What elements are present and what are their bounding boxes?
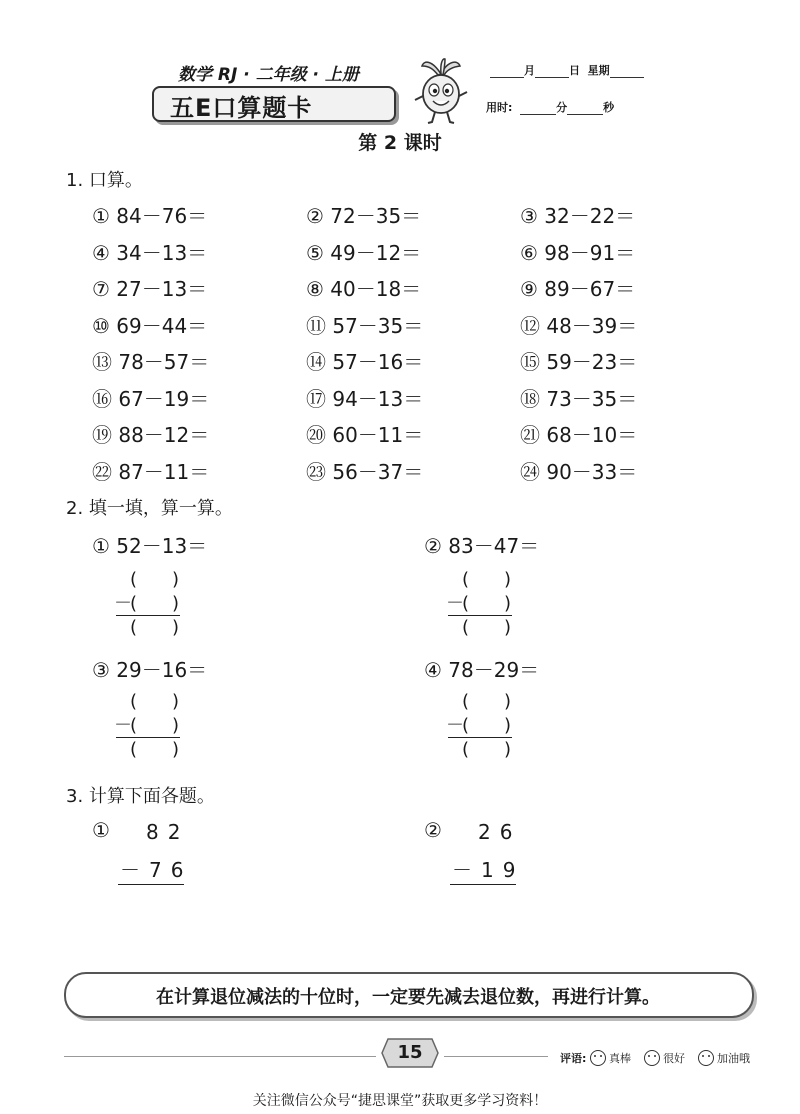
oral-problem: ⑲ 88－12＝ xyxy=(92,423,210,447)
fill-row[interactable] xyxy=(446,592,516,616)
fill-problem-3: ③ 29－16＝ xyxy=(92,658,208,682)
vertical-fill-1 xyxy=(114,568,184,638)
close-paren: ) xyxy=(504,617,512,638)
fill-row[interactable] xyxy=(446,690,516,714)
oral-problem: ② 72－35＝ xyxy=(306,204,422,228)
radish-mascot-icon xyxy=(410,56,472,126)
fill-row[interactable] xyxy=(114,738,184,762)
oral-problem: ⑨ 89－67＝ xyxy=(520,277,636,301)
open-paren: ( xyxy=(130,739,138,760)
rating-try-harder[interactable]: 加油哦 xyxy=(698,1050,750,1066)
second-label: 秒 xyxy=(603,101,615,114)
close-paren: ) xyxy=(504,691,512,712)
open-paren: ( xyxy=(462,617,470,638)
minute-label: 分 xyxy=(556,101,568,114)
fill-problem-4: ④ 78－29＝ xyxy=(424,658,540,682)
open-paren: ( xyxy=(130,593,138,614)
open-paren: ( xyxy=(462,715,470,736)
section-3-title: 3. 计算下面各题。 xyxy=(66,786,215,807)
calc-2-rule xyxy=(450,884,516,885)
fill-row[interactable] xyxy=(114,690,184,714)
fill-row[interactable] xyxy=(446,738,516,762)
open-paren: ( xyxy=(130,569,138,590)
open-paren: ( xyxy=(462,739,470,760)
second-blank[interactable] xyxy=(567,114,603,115)
time-fields xyxy=(486,99,614,115)
open-paren: ( xyxy=(130,715,138,736)
oral-problem: ④ 34－13＝ xyxy=(92,240,208,265)
calc-2-top: 26 xyxy=(478,820,522,844)
fill-row[interactable] xyxy=(446,616,516,640)
close-paren: ) xyxy=(172,691,180,712)
page-number: 15 xyxy=(397,1042,423,1063)
oral-problem: ㉑ 68－10＝ xyxy=(520,423,638,447)
weekday-blank[interactable] xyxy=(610,77,644,78)
oral-problem: ⑤ 49－12＝ xyxy=(306,240,422,265)
subtraction-rule xyxy=(116,737,180,738)
oral-problem: ⑫ 48－39＝ xyxy=(520,313,638,338)
footer-rule-right xyxy=(444,1056,548,1057)
close-paren: ) xyxy=(172,569,180,590)
worried-face-icon xyxy=(698,1050,714,1066)
close-paren: ) xyxy=(172,739,180,760)
close-paren: ) xyxy=(172,617,180,638)
time-label: 用时: xyxy=(486,101,513,114)
happy-face-icon xyxy=(644,1050,660,1066)
lesson-title: 第 2 课时 xyxy=(358,132,442,154)
date-fields xyxy=(490,62,644,78)
oral-problem: ⑬ 78－57＝ xyxy=(92,350,210,374)
subtraction-rule xyxy=(448,737,512,738)
oral-problem: ⑰ 94－13＝ xyxy=(306,386,424,411)
day-label: 日 xyxy=(569,64,580,77)
minus-sign: － xyxy=(446,715,464,736)
vertical-fill-4 xyxy=(446,690,516,760)
oral-problem: ⑭ 57－16＝ xyxy=(306,350,424,374)
oral-problem: ③ 32－22＝ xyxy=(520,204,636,228)
section-2-title: 2. 填一填，算一算。 xyxy=(66,498,233,519)
open-paren: ( xyxy=(130,691,138,712)
subtraction-rule xyxy=(116,615,180,616)
open-paren: ( xyxy=(462,691,470,712)
oral-problem: ⑪ 57－35＝ xyxy=(306,313,424,338)
calc-1-top: 82 xyxy=(146,820,190,844)
close-paren: ) xyxy=(504,569,512,590)
minus-sign: － xyxy=(114,593,132,614)
footer-rule-left xyxy=(64,1056,376,1057)
rating-good[interactable]: 很好 xyxy=(644,1050,685,1066)
fill-row[interactable] xyxy=(114,714,184,738)
fill-row[interactable] xyxy=(446,714,516,738)
oral-problem: ① 84－76＝ xyxy=(92,204,208,228)
calc-2-bottom: －19 xyxy=(452,858,525,882)
oral-problem: ⑯ 67－19＝ xyxy=(92,386,210,411)
month-blank[interactable] xyxy=(490,77,524,78)
bottom-note: 关注微信公众号“捷思课堂”获取更多学习资料！ xyxy=(252,1093,548,1109)
open-paren: ( xyxy=(462,569,470,590)
oral-problem: ⑩ 69－44＝ xyxy=(92,313,208,338)
vertical-fill-2 xyxy=(446,568,516,638)
close-paren: ) xyxy=(504,715,512,736)
calc-1-label: ① xyxy=(92,818,110,842)
close-paren: ) xyxy=(172,593,180,614)
oral-problem: ⑧ 40－18＝ xyxy=(306,277,422,301)
oral-problem: ㉓ 56－37＝ xyxy=(306,459,424,484)
section-1-title: 1. 口算。 xyxy=(66,170,143,191)
oral-problem: ⑳ 60－11＝ xyxy=(306,423,424,447)
open-paren: ( xyxy=(130,617,138,638)
close-paren: ) xyxy=(504,593,512,614)
weekday-label: 星期 xyxy=(587,64,610,77)
oral-problem: ㉔ 90－33＝ xyxy=(520,459,638,484)
month-label: 月 xyxy=(524,64,535,77)
calc-1-rule xyxy=(118,884,184,885)
book-series: 数学 RJ · 二年级 · 上册 xyxy=(178,65,359,85)
close-paren: ) xyxy=(504,739,512,760)
calc-2-label: ② xyxy=(424,818,442,842)
fill-problem-2: ② 83－47＝ xyxy=(424,534,540,558)
fill-row[interactable] xyxy=(446,568,516,592)
tip-text: 在计算退位减法的十位时，一定要先减去退位数，再进行计算。 xyxy=(156,987,660,1008)
brand-title: 五E口算题卡 xyxy=(170,94,313,122)
minus-sign: － xyxy=(446,593,464,614)
vertical-fill-3 xyxy=(114,690,184,760)
oral-problem: ⑱ 73－35＝ xyxy=(520,386,638,411)
minus-sign: － xyxy=(114,715,132,736)
subtraction-rule xyxy=(448,615,512,616)
day-blank[interactable] xyxy=(535,77,569,78)
oral-problem: ㉒ 87－11＝ xyxy=(92,459,210,484)
fill-row[interactable] xyxy=(114,568,184,592)
smile-face-icon xyxy=(590,1050,606,1066)
oral-problem: ⑦ 27－13＝ xyxy=(92,277,208,301)
oral-problem: ⑥ 98－91＝ xyxy=(520,240,636,265)
calc-1-bottom: －76 xyxy=(120,858,193,882)
fill-row[interactable] xyxy=(114,616,184,640)
open-paren: ( xyxy=(462,593,470,614)
oral-problem: ⑮ 59－23＝ xyxy=(520,350,638,374)
rating-label: 评语: xyxy=(560,1052,587,1065)
rating-great[interactable]: 真棒 xyxy=(590,1050,631,1066)
fill-row[interactable] xyxy=(114,592,184,616)
fill-problem-1: ① 52－13＝ xyxy=(92,534,208,558)
close-paren: ) xyxy=(172,715,180,736)
minute-blank[interactable] xyxy=(520,114,556,115)
